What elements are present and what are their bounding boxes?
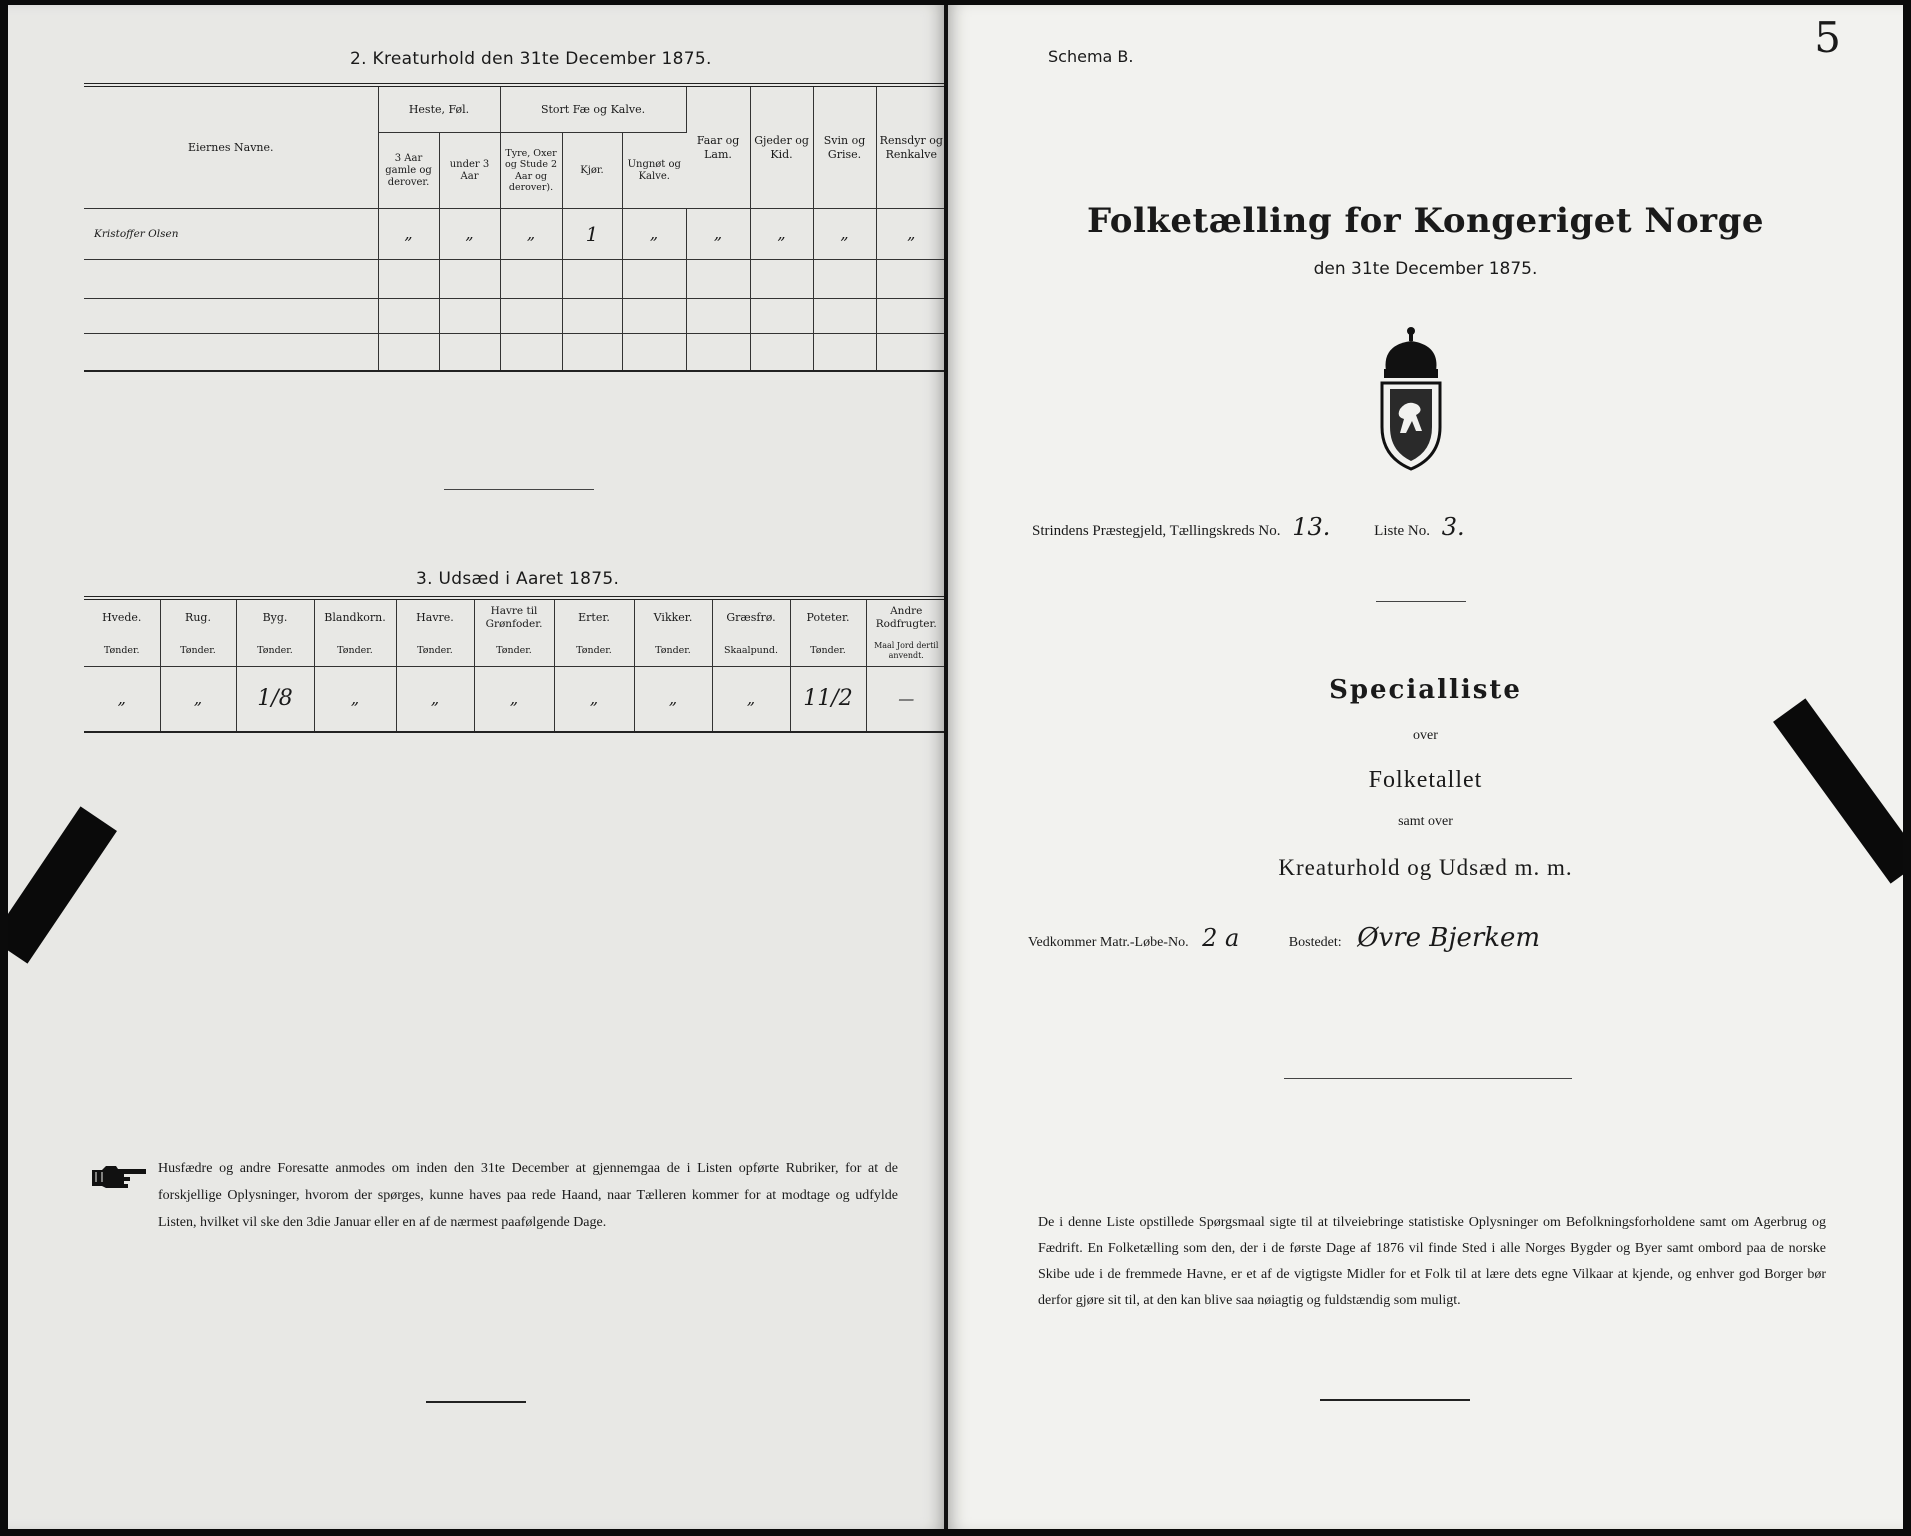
table-row [84, 209, 944, 260]
cell-value: „ [314, 667, 396, 733]
book-spread [8, 5, 1903, 1529]
divider [444, 489, 594, 490]
page-number: 5 [1814, 13, 1841, 62]
seed-unit: Tønder. [314, 636, 396, 667]
over-label: over [1413, 728, 1438, 743]
seed-col-header: Havre. [396, 598, 474, 636]
group-header-horses: Heste, Føl. [378, 85, 500, 133]
seed-unit: Tønder. [790, 636, 866, 667]
seed-unit: Tønder. [474, 636, 554, 667]
kreds-value: 13. [1292, 513, 1331, 541]
seed-title: 3. Udsæd i Aaret 1875. [416, 569, 620, 589]
seed-unit: Maal Jord dertil anvendt. [874, 641, 939, 660]
table-row [84, 334, 944, 372]
divider [1320, 1399, 1470, 1401]
seed-col-header: Havre til Grønfoder. [474, 598, 554, 636]
col-header-horses-young: under 3 Aar [439, 133, 500, 209]
seed-unit: Tønder. [236, 636, 314, 667]
district-line [1032, 513, 1465, 541]
seed-unit: Skaalpund. [712, 636, 790, 667]
coat-of-arms-icon [1368, 323, 1454, 473]
cell-value: „ [396, 667, 474, 733]
seed-col-header: Byg. [236, 598, 314, 636]
bosted-label: Bostedet: [1288, 935, 1342, 950]
matr-label: Vedkommer Matr.-Løbe-No. [1028, 935, 1189, 950]
specialliste-heading: Specialliste [1329, 675, 1522, 705]
cell-value: „ [712, 667, 790, 733]
cell-value: „ [686, 209, 750, 260]
seed-unit: Tønder. [634, 636, 712, 667]
col-header-calves: Ungnøt og Kalve. [622, 133, 686, 209]
cell-value: — [866, 667, 944, 733]
col-header-reindeer: Rensdyr og Renkalve [876, 85, 944, 209]
col-header-horses-old: 3 Aar gamle og derover. [378, 133, 439, 209]
cell-value: 11/2 [790, 667, 866, 733]
livestock-title: 2. Kreaturhold den 31te December 1875. [350, 49, 712, 69]
bosted-value: Øvre Bjerkem [1357, 923, 1541, 953]
col-header-bulls: Tyre, Oxer og Stude 2 Aar og derover). [500, 133, 562, 209]
group-header-cattle: Stort Fæ og Kalve. [500, 85, 686, 133]
seed-col-header: Erter. [554, 598, 634, 636]
cell-value: „ [500, 209, 562, 260]
cell-value: 1 [562, 209, 622, 260]
cell-value: „ [554, 667, 634, 733]
cell-value: 1/8 [236, 667, 314, 733]
cell-value: „ [876, 209, 944, 260]
table-row [84, 667, 944, 733]
seed-unit: Tønder. [396, 636, 474, 667]
cell-value: „ [813, 209, 876, 260]
cell-value: „ [750, 209, 813, 260]
cell-value: „ [634, 667, 712, 733]
col-header-sheep: Faar og Lam. [686, 85, 750, 209]
seed-col-header: Græsfrø. [712, 598, 790, 636]
table-row [84, 260, 944, 299]
livestock-table [84, 83, 944, 372]
seed-table [84, 596, 944, 733]
seed-unit: Tønder. [160, 636, 236, 667]
cell-value: „ [439, 209, 500, 260]
seed-col-header: Hvede. [84, 598, 160, 636]
divider [1284, 1078, 1572, 1079]
owner-col-header: Eiernes Navne. [84, 85, 378, 209]
divider [426, 1401, 526, 1403]
seed-col-header: Vikker. [634, 598, 712, 636]
seed-col-header: Poteter. [790, 598, 866, 636]
intro-text: De i denne Liste opstillede Spørgsmaal sigte til at tilveiebringe statistiske Oplysninger om Befolkningsforholdene samt om Agerbrug og Fædrift. En Folketælling som den, der i de første Dage af 1876 vil finde Sted i alle Norges Bygder og Byer samt ombord paa de norske Skibe ude i de fremmede Havne, er et af de vigtigste Midler for et Folk til at lære dets egne Vilkaar at kjende, og enhver god Borger bør derfor gjøre sit til, at den kan blive saa nøiagtig og fuldstændig som muligt. [1038, 1215, 1826, 1308]
cell-value: „ [378, 209, 439, 260]
pointing-hand-icon [90, 1162, 150, 1190]
schema-label: Schema B. [1048, 47, 1134, 66]
cell-value: „ [622, 209, 686, 260]
matr-line [1028, 923, 1540, 953]
right-page [948, 5, 1903, 1529]
col-header-pigs: Svin og Grise. [813, 85, 876, 209]
cell-value: „ [474, 667, 554, 733]
kreds-label: Tællingskreds No. [1169, 523, 1281, 539]
left-page [8, 5, 944, 1529]
liste-value: 3. [1441, 513, 1465, 541]
seed-col-header: Andre Rodfrugter. [866, 598, 944, 636]
folketallet-heading: Folketallet [1368, 767, 1483, 793]
cell-value: „ [160, 667, 236, 733]
owner-name: Kristoffer Olsen [84, 209, 378, 260]
prestegjeld-label: Strindens Præstegjeld, [1032, 523, 1167, 539]
seed-unit: Tønder. [84, 636, 160, 667]
table-row [84, 299, 944, 334]
col-header-goats: Gjeder og Kid. [750, 85, 813, 209]
kreaturhold-heading: Kreaturhold og Udsæd m. m. [1278, 855, 1573, 880]
liste-label: Liste No. [1374, 523, 1430, 539]
matr-value: 2 a [1202, 924, 1240, 952]
seed-col-header: Blandkorn. [314, 598, 396, 636]
notice-text: Husfædre og andre Foresatte anmodes om inden den 31te December at gjennemgaa de i Listen opførte Rubriker, for at de forskjellige Oplysninger, hvorom der spørges, kunne haves paa rede Haand, naar Tælleren kommer for at modtage og udfylde Listen, hvilket vil ske den 3die Januar eller en af de nærmest paafølgende Dage. [158, 1161, 898, 1230]
cell-value: „ [84, 667, 160, 733]
divider [1376, 601, 1466, 602]
seed-col-header: Rug. [160, 598, 236, 636]
census-title: Folketælling for Kongeriget Norge [1086, 201, 1764, 241]
col-header-cows: Kjør. [562, 133, 622, 209]
seed-unit: Tønder. [554, 636, 634, 667]
samt-over-label: samt over [1398, 814, 1453, 829]
census-date: den 31te December 1875. [1313, 259, 1538, 279]
